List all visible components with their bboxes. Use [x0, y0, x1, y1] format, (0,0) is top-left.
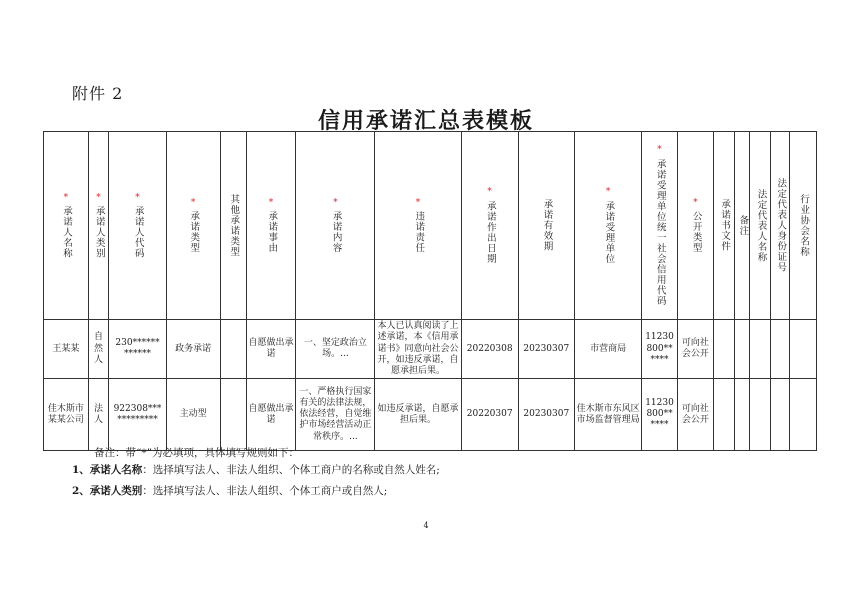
cell-remark [734, 379, 750, 451]
cell-code: 922308*** ********* [109, 379, 166, 451]
page-title: 信用承诺汇总表模板 [317, 108, 534, 134]
cell-unit-code: 11230 800** **** [642, 379, 677, 451]
required-star: * [135, 192, 140, 203]
header-cell [88, 132, 109, 320]
required-star: * [605, 187, 611, 198]
header-cell [166, 132, 220, 320]
header-label: 承诺作出日期 [484, 200, 496, 264]
header-label: 承诺书文件 [719, 199, 731, 252]
cell-other-type [220, 379, 246, 451]
header-cell [750, 132, 771, 320]
note-label: 1、承诺人名称 [72, 464, 143, 476]
cell-category: 自然人 [88, 320, 109, 379]
header-cell [771, 132, 790, 320]
header-cell [461, 132, 518, 320]
cell-type: 主动型 [166, 379, 220, 451]
header-label: 行业协会名称 [798, 194, 810, 257]
cell-liability: 本人已认真阅读了上述承诺，本《信用承诺书》同意向社会公开，如违反承诺，自愿承担后果。 [375, 320, 461, 379]
cell-type: 政务承诺 [166, 320, 220, 379]
cell-content: 一、坚定政治立场。... [296, 320, 375, 379]
cell-content: 一、严格执行国家有关的法律法规，依法经营，自觉维护市场经营活动正常秩序。... [296, 379, 375, 451]
table-row [44, 379, 817, 451]
note-text: ：选择填写法人、非法人组织、个体工商户的名称或自然人姓名; [142, 464, 440, 476]
cell-liability: 如违反承诺，自愿承担后果。 [375, 379, 461, 451]
header-cell [518, 132, 574, 320]
cell-unit-code: 11230 800** **** [642, 320, 677, 379]
required-star: * [693, 197, 698, 208]
cell-category: 法人 [88, 379, 109, 451]
cell-name: 佳木斯市某某公司 [44, 379, 89, 451]
header-label: 承诺人类别 [93, 205, 105, 259]
header-label: 法定代表人名称 [755, 188, 767, 263]
attachment-label: 附件 2 [72, 84, 124, 103]
header-cell [714, 132, 735, 320]
cell-legal-rep [750, 379, 771, 451]
cell-file [714, 320, 735, 379]
cell-file [714, 379, 735, 451]
cell-public-type: 可向社会公开 [677, 320, 713, 379]
table-row [44, 320, 817, 379]
cell-unit: 佳木斯市东风区市场监督管理局 [574, 379, 642, 451]
required-star: * [333, 197, 338, 208]
cell-legal-id [771, 379, 790, 451]
cell-validity: 20230307 [518, 379, 574, 451]
cell-legal-id [771, 320, 790, 379]
header-label: 违诺责任 [413, 211, 425, 254]
cell-reason: 自愿做出承诺 [246, 379, 296, 451]
cell-remark [734, 320, 750, 379]
notes-intro: 备注：带“*”为必填项，具体填写规则如下： [94, 447, 299, 459]
cell-code: 230****** ****** [109, 320, 166, 379]
header-label: 法定代表人身份证号 [775, 178, 787, 273]
required-star: * [657, 145, 662, 156]
cell-validity: 20230307 [518, 320, 574, 379]
header-cell [734, 132, 750, 320]
header-label: 公开类型 [690, 211, 702, 254]
header-label: 承诺人名称 [61, 205, 73, 259]
cell-date: 20220308 [461, 320, 518, 379]
header-label: 备注 [737, 215, 749, 236]
header-label: 承诺类型 [188, 211, 200, 254]
cell-association [789, 320, 816, 379]
header-cell [246, 132, 296, 320]
required-star: * [268, 197, 274, 208]
cell-public-type: 可向社会公开 [677, 379, 713, 451]
cell-association [789, 379, 816, 451]
note-item [72, 462, 440, 477]
header-label: 承诺受理单位统一社会信用代码 [654, 158, 666, 306]
header-cell [296, 132, 375, 320]
header-label: 承诺人代码 [132, 205, 144, 259]
header-cell [642, 132, 677, 320]
note-item [72, 483, 387, 498]
required-star: * [487, 187, 492, 198]
required-star: * [190, 197, 196, 208]
page-number: 4 [423, 521, 429, 530]
cell-name: 王某某 [44, 320, 89, 379]
header-cell [220, 132, 246, 320]
header-label: 其他承诺类型 [228, 194, 240, 257]
header-cell [574, 132, 642, 320]
header-label: 承诺事由 [266, 211, 278, 254]
cell-date: 20220307 [461, 379, 518, 451]
cell-legal-rep [750, 320, 771, 379]
commitment-summary-table [43, 131, 817, 451]
cell-other-type [220, 320, 246, 379]
required-star: * [63, 192, 69, 203]
table-header-row [44, 132, 817, 320]
required-star: * [96, 192, 101, 203]
header-label: 承诺受理单位 [603, 200, 615, 264]
required-star: * [415, 197, 421, 208]
note-text: ：选择填写法人、非法人组织、个体工商户或自然人; [142, 485, 388, 497]
header-cell [375, 132, 461, 320]
header-label: 承诺有效期 [541, 199, 553, 252]
cell-unit: 市营商局 [574, 320, 642, 379]
header-cell [789, 132, 816, 320]
header-cell [109, 132, 166, 320]
cell-reason: 自愿做出承诺 [246, 320, 296, 379]
header-cell [677, 132, 713, 320]
note-label: 2、承诺人类别 [72, 485, 143, 497]
header-cell [44, 132, 89, 320]
header-label: 承诺内容 [330, 211, 342, 254]
